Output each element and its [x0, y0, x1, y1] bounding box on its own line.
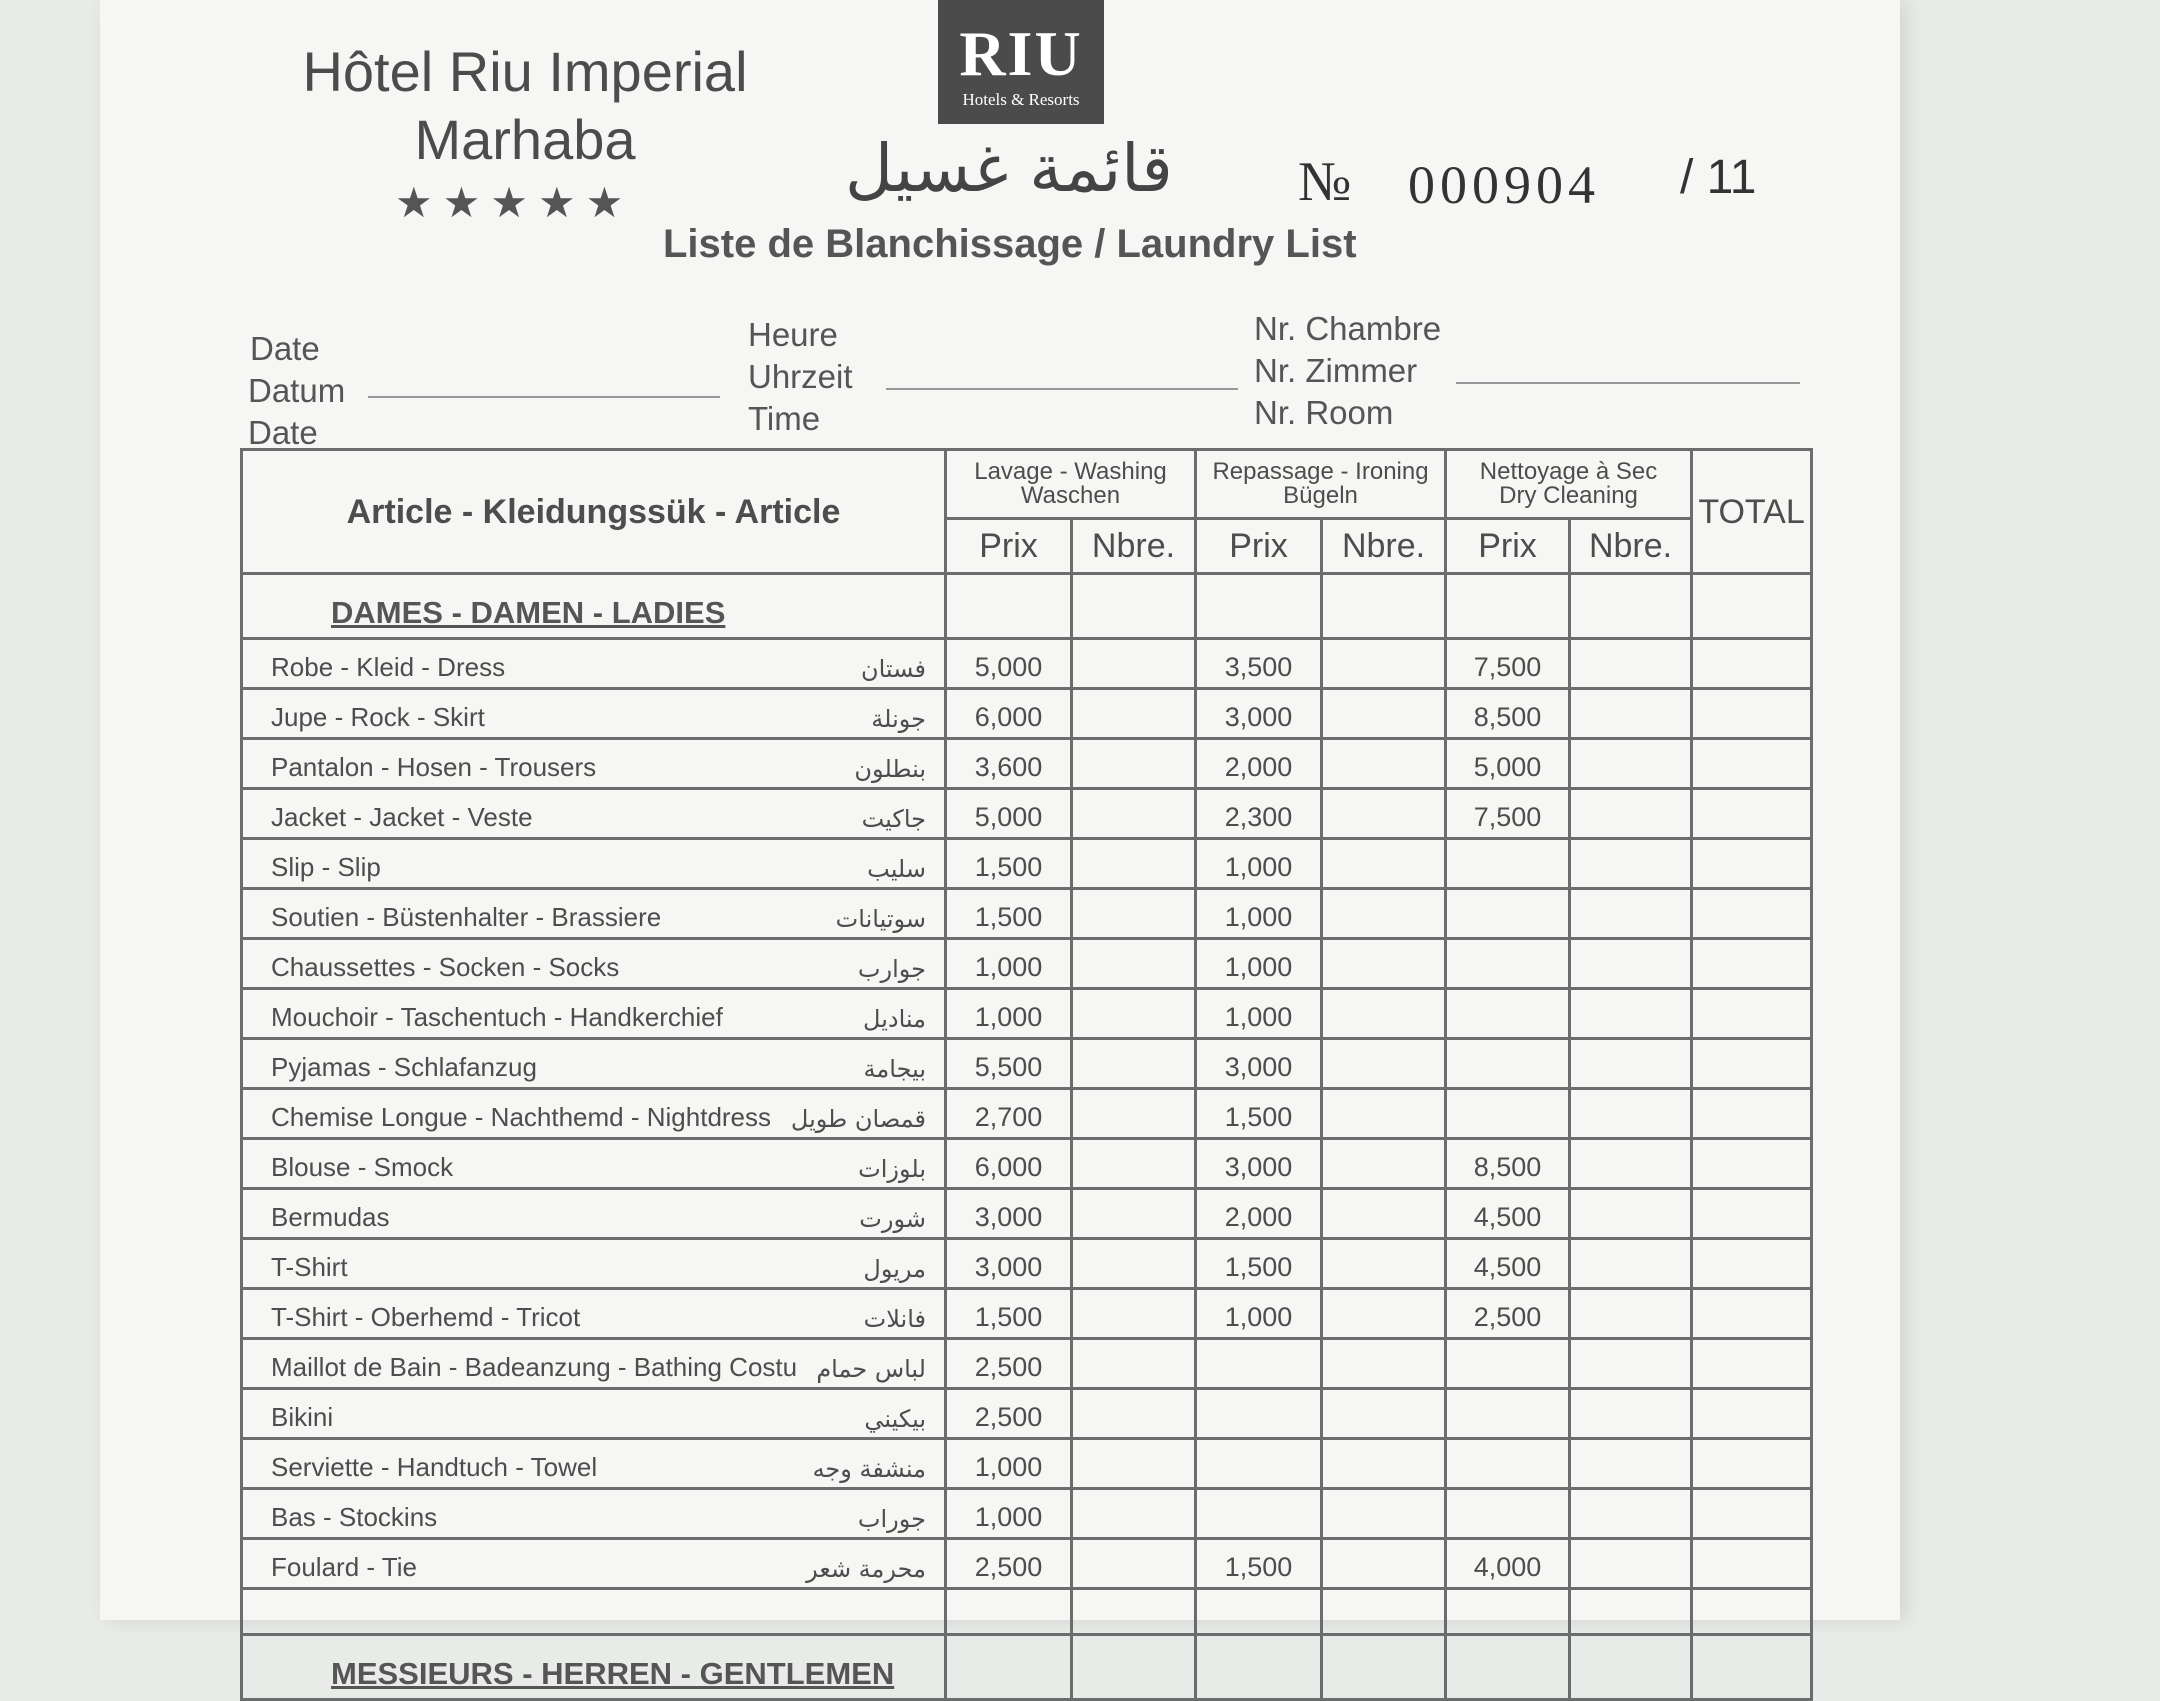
item-label: Jupe - Rock - Skirt	[271, 702, 485, 732]
item-label-arabic: مريول	[863, 1255, 926, 1283]
total-cell[interactable]	[1692, 1439, 1812, 1489]
dry-price	[1446, 1089, 1570, 1139]
item-cell	[242, 1289, 946, 1339]
ironing-count[interactable]	[1322, 689, 1446, 739]
ironing-header-line2: Bügeln	[1283, 482, 1358, 509]
ironing-count[interactable]	[1322, 1539, 1446, 1589]
item-cell	[242, 1439, 946, 1489]
item-label: Robe - Kleid - Dress	[271, 652, 506, 682]
washing-count[interactable]	[1072, 1189, 1196, 1239]
item-label-arabic: بيكيني	[864, 1405, 926, 1433]
ironing-count[interactable]	[1322, 939, 1446, 989]
ironing-header-line1: Repassage - Ironing	[1212, 458, 1429, 485]
total-cell[interactable]	[1692, 889, 1812, 939]
total-cell[interactable]	[1692, 1539, 1812, 1589]
room-field[interactable]	[1456, 382, 1800, 384]
ironing-count[interactable]	[1322, 739, 1446, 789]
dry-price	[1446, 1039, 1570, 1089]
ironing-count[interactable]	[1322, 1089, 1446, 1139]
ironing-price: 1,000	[1196, 839, 1322, 889]
item-label: Pantalon - Hosen - Trousers	[271, 752, 597, 782]
washing-count[interactable]	[1072, 1339, 1196, 1389]
section-cell	[242, 1635, 946, 1700]
table-row	[242, 1289, 1812, 1339]
washing-count[interactable]	[1072, 939, 1196, 989]
time-field[interactable]	[886, 388, 1238, 390]
washing-count[interactable]	[1072, 639, 1196, 689]
washing-price: 5,000	[946, 789, 1072, 839]
item-label-arabic: جوراب	[857, 1505, 926, 1533]
item-label-arabic: فانلات	[863, 1305, 926, 1333]
washing-price: 1,000	[946, 989, 1072, 1039]
ironing-price	[1196, 1339, 1322, 1389]
dry-count[interactable]	[1570, 739, 1692, 789]
item-label: Bermudas	[271, 1202, 390, 1232]
item-cell	[242, 1189, 946, 1239]
dry-count[interactable]	[1570, 889, 1692, 939]
item-label: Foulard - Tie	[271, 1552, 417, 1582]
total-cell[interactable]	[1692, 1089, 1812, 1139]
dry-price	[1446, 889, 1570, 939]
dry-price: 4,500	[1446, 1239, 1570, 1289]
ironing-price	[1196, 1439, 1322, 1489]
washing-price: 1,500	[946, 889, 1072, 939]
item-cell	[242, 839, 946, 889]
dry-price: 7,500	[1446, 789, 1570, 839]
total-cell[interactable]	[1692, 739, 1812, 789]
total-cell[interactable]	[1692, 839, 1812, 889]
washing-price: 1,000	[946, 1439, 1072, 1489]
ironing-count[interactable]	[1322, 789, 1446, 839]
total-cell[interactable]	[1692, 639, 1812, 689]
laundry-table	[240, 448, 1813, 1701]
item-label: Blouse - Smock	[271, 1152, 454, 1182]
washing-price: 5,000	[946, 639, 1072, 689]
ironing-price: 3,500	[1196, 639, 1322, 689]
form-number: 000904	[1408, 155, 1600, 215]
washing-count[interactable]	[1072, 1439, 1196, 1489]
dry-count[interactable]	[1570, 1139, 1692, 1189]
item-label: Soutien - Büstenhalter - Brassiere	[271, 902, 662, 932]
item-label-arabic: محرمة شعر	[806, 1555, 926, 1583]
dry-count[interactable]	[1570, 1289, 1692, 1339]
item-cell	[242, 939, 946, 989]
table-row	[242, 1239, 1812, 1289]
item-label-arabic: جوارب	[857, 955, 926, 983]
table-row	[242, 839, 1812, 889]
ironing-count[interactable]	[1322, 1039, 1446, 1089]
item-label: Slip - Slip	[271, 852, 381, 882]
ironing-count[interactable]	[1322, 1239, 1446, 1289]
item-cell	[242, 1239, 946, 1289]
ironing-count[interactable]	[1322, 1289, 1446, 1339]
table-row	[242, 1089, 1812, 1139]
washing-count[interactable]	[1072, 889, 1196, 939]
dry-count[interactable]	[1570, 789, 1692, 839]
dry-count[interactable]	[1570, 689, 1692, 739]
washing-count[interactable]	[1072, 739, 1196, 789]
page-subtitle: Liste de Blanchissage / Laundry List	[663, 222, 1357, 266]
item-label-arabic: قمصان طويل	[790, 1105, 926, 1133]
dry-price: 8,500	[1446, 1139, 1570, 1189]
ironing-header	[1196, 450, 1446, 519]
item-label-arabic: سوتيانات	[835, 905, 926, 933]
dry-price	[1446, 939, 1570, 989]
washing-price: 2,500	[946, 1339, 1072, 1389]
item-cell	[242, 889, 946, 939]
total-cell[interactable]	[1692, 989, 1812, 1039]
dry-price: 7,500	[1446, 639, 1570, 689]
table-row	[242, 889, 1812, 939]
ironing-price: 3,000	[1196, 1039, 1322, 1089]
total-header: TOTAL	[1692, 450, 1812, 574]
item-cell	[242, 989, 946, 1039]
total-cell[interactable]	[1692, 1039, 1812, 1089]
ironing-price: 2,000	[1196, 1189, 1322, 1239]
dry-count[interactable]	[1570, 989, 1692, 1039]
total-cell[interactable]	[1692, 1489, 1812, 1539]
time-label-fr: Heure	[748, 316, 838, 353]
dry-price: 4,000	[1446, 1539, 1570, 1589]
dry-count-header: Nbre.	[1570, 519, 1692, 574]
washing-count[interactable]	[1072, 1389, 1196, 1439]
dry-price: 8,500	[1446, 689, 1570, 739]
washing-price: 2,500	[946, 1389, 1072, 1439]
washing-count[interactable]	[1072, 1289, 1196, 1339]
washing-price: 6,000	[946, 689, 1072, 739]
total-cell[interactable]	[1692, 789, 1812, 839]
ironing-price: 2,000	[1196, 739, 1322, 789]
washing-price: 6,000	[946, 1139, 1072, 1189]
item-label-arabic: لباس حمام	[816, 1355, 926, 1383]
dry-price	[1446, 989, 1570, 1039]
table-row	[242, 1339, 1812, 1389]
washing-count-header: Nbre.	[1072, 519, 1196, 574]
dry-price: 5,000	[1446, 739, 1570, 789]
ironing-price	[1196, 1389, 1322, 1439]
item-label-arabic: بنطلون	[854, 755, 926, 783]
washing-count[interactable]	[1072, 839, 1196, 889]
form-number-suffix: / 11	[1680, 151, 1757, 204]
logo-sub-text: Hotels & Resorts	[962, 90, 1080, 109]
dry-price: 4,500	[1446, 1189, 1570, 1239]
table-row	[242, 1439, 1812, 1489]
item-cell	[242, 639, 946, 689]
ironing-price: 3,000	[1196, 1139, 1322, 1189]
room-label-en: Nr. Room	[1254, 394, 1394, 431]
dry-count[interactable]	[1570, 839, 1692, 889]
ironing-price: 1,500	[1196, 1239, 1322, 1289]
item-label: T-Shirt - Oberhemd - Tricot	[271, 1302, 581, 1332]
dry-cleaning-header-line2: Dry Cleaning	[1499, 482, 1638, 509]
washing-price: 3,000	[946, 1189, 1072, 1239]
total-cell[interactable]	[1692, 1239, 1812, 1289]
total-cell[interactable]	[1692, 1139, 1812, 1189]
washing-price: 1,000	[946, 939, 1072, 989]
washing-count[interactable]	[1072, 1039, 1196, 1089]
blank-row	[242, 1589, 1812, 1635]
table-row	[242, 939, 1812, 989]
hotel-stars: ★★★★★	[395, 178, 634, 227]
table-row	[242, 1039, 1812, 1089]
washing-price: 1,500	[946, 839, 1072, 889]
ironing-count[interactable]	[1322, 1489, 1446, 1539]
item-cell	[242, 789, 946, 839]
dry-count[interactable]	[1570, 1489, 1692, 1539]
washing-count[interactable]	[1072, 1139, 1196, 1189]
washing-count[interactable]	[1072, 1089, 1196, 1139]
table-row	[242, 1139, 1812, 1189]
item-label-arabic: منشفة وجه	[812, 1455, 926, 1483]
ironing-count[interactable]	[1322, 1339, 1446, 1389]
item-cell	[242, 1089, 946, 1139]
section-title-ladies: DAMES - DAMEN - LADIES	[331, 595, 726, 630]
washing-count[interactable]	[1072, 1239, 1196, 1289]
ironing-price: 1,000	[1196, 889, 1322, 939]
dry-cleaning-header-line1: Nettoyage à Sec	[1479, 458, 1658, 485]
dry-count[interactable]	[1570, 1539, 1692, 1589]
room-label-de: Nr. Zimmer	[1254, 352, 1418, 389]
washing-price: 2,700	[946, 1089, 1072, 1139]
date-label-fr: Date	[250, 330, 320, 367]
dry-price-header: Prix	[1446, 519, 1570, 574]
washing-header	[946, 450, 1196, 519]
table-row	[242, 639, 1812, 689]
hotel-name-line2: Marhaba	[414, 108, 636, 171]
washing-price-header: Prix	[946, 519, 1072, 574]
table-row	[242, 1489, 1812, 1539]
total-cell[interactable]	[1692, 1189, 1812, 1239]
room-label-fr: Nr. Chambre	[1254, 310, 1442, 347]
dry-price	[1446, 1489, 1570, 1539]
table-row	[242, 789, 1812, 839]
washing-price: 1,000	[946, 1489, 1072, 1539]
item-label: T-Shirt	[271, 1252, 348, 1282]
item-cell	[242, 1039, 946, 1089]
item-label: Serviette - Handtuch - Towel	[271, 1452, 598, 1482]
dry-count[interactable]	[1570, 1439, 1692, 1489]
washing-count[interactable]	[1072, 789, 1196, 839]
washing-header-line1: Lavage - Washing	[974, 458, 1167, 485]
dry-price	[1446, 1339, 1570, 1389]
ironing-count[interactable]	[1322, 1439, 1446, 1489]
item-label-arabic: مناديل	[863, 1005, 926, 1033]
total-cell[interactable]	[1692, 1339, 1812, 1389]
ironing-price: 2,300	[1196, 789, 1322, 839]
item-label: Chaussettes - Socken - Socks	[271, 952, 620, 982]
washing-price: 3,000	[946, 1239, 1072, 1289]
item-label: Maillot de Bain - Badeanzung - Bathing Costu	[271, 1352, 798, 1382]
table-row	[242, 689, 1812, 739]
date-field[interactable]	[368, 396, 720, 398]
item-label: Bas - Stockins	[271, 1502, 438, 1532]
ironing-price: 1,000	[1196, 939, 1322, 989]
ironing-count[interactable]	[1322, 639, 1446, 689]
item-cell	[242, 1139, 946, 1189]
item-label-arabic: جونلة	[871, 705, 926, 733]
item-cell	[242, 1389, 946, 1439]
arabic-title: قائمة غسيل	[845, 130, 1173, 207]
time-label-en: Time	[748, 400, 821, 437]
ironing-price: 1,000	[1196, 989, 1322, 1039]
item-label: Pyjamas - Schlafanzug	[271, 1052, 537, 1082]
item-label-arabic: فستان	[860, 655, 926, 683]
washing-count[interactable]	[1072, 689, 1196, 739]
dry-count[interactable]	[1570, 1189, 1692, 1239]
table-row	[242, 1539, 1812, 1589]
item-label-arabic: شورت	[859, 1205, 926, 1233]
item-label: Jacket - Jacket - Veste	[271, 802, 533, 832]
ironing-count[interactable]	[1322, 1139, 1446, 1189]
article-header: Article - Kleidungssük - Article	[242, 450, 946, 574]
ironing-price: 1,500	[1196, 1539, 1322, 1589]
item-label-arabic: جاكيت	[861, 805, 926, 833]
dry-count[interactable]	[1570, 639, 1692, 689]
dry-price	[1446, 839, 1570, 889]
table-row	[242, 1389, 1812, 1439]
table-row	[242, 1189, 1812, 1239]
washing-count[interactable]	[1072, 1489, 1196, 1539]
hotel-name-line1: Hôtel Riu Imperial	[302, 40, 748, 103]
item-cell	[242, 1539, 946, 1589]
section-cell	[242, 574, 946, 639]
table-row	[242, 989, 1812, 1039]
dry-count[interactable]	[1570, 1389, 1692, 1439]
ironing-price: 1,500	[1196, 1089, 1322, 1139]
item-cell	[242, 1339, 946, 1389]
dry-price: 2,500	[1446, 1289, 1570, 1339]
total-cell[interactable]	[1692, 689, 1812, 739]
dry-count[interactable]	[1570, 1089, 1692, 1139]
dry-cleaning-header	[1446, 450, 1692, 519]
washing-count[interactable]	[1072, 1539, 1196, 1589]
washing-price: 5,500	[946, 1039, 1072, 1089]
section-row-ladies	[242, 574, 1812, 639]
ironing-price: 1,000	[1196, 1289, 1322, 1339]
dry-count[interactable]	[1570, 1239, 1692, 1289]
item-label-arabic: بلوزات	[858, 1155, 926, 1183]
item-label-arabic: بيجامة	[863, 1055, 926, 1083]
section-title-gentlemen: MESSIEURS - HERREN - GENTLEMEN	[331, 1656, 895, 1691]
section-row-gentlemen	[242, 1635, 1812, 1700]
total-cell[interactable]	[1692, 1289, 1812, 1339]
logo-main-text: RIU	[959, 18, 1083, 89]
dry-count[interactable]	[1570, 939, 1692, 989]
dry-price	[1446, 1389, 1570, 1439]
item-cell	[242, 689, 946, 739]
ironing-count[interactable]	[1322, 839, 1446, 889]
ironing-count-header: Nbre.	[1322, 519, 1446, 574]
date-label-de: Datum	[248, 372, 346, 409]
dry-count[interactable]	[1570, 1339, 1692, 1389]
washing-header-line2: Waschen	[1020, 482, 1121, 509]
washing-price: 2,500	[946, 1539, 1072, 1589]
item-label-arabic: سليب	[867, 855, 926, 883]
item-label: Chemise Longue - Nachthemd - Nightdress	[271, 1102, 772, 1132]
riu-logo	[938, 0, 1104, 124]
hotel-name	[265, 38, 785, 174]
ironing-count[interactable]	[1322, 1189, 1446, 1239]
item-label: Mouchoir - Taschentuch - Handkerchief	[271, 1002, 723, 1032]
ironing-count[interactable]	[1322, 989, 1446, 1039]
time-label-de: Uhrzeit	[748, 358, 853, 395]
washing-count[interactable]	[1072, 989, 1196, 1039]
ironing-count[interactable]	[1322, 889, 1446, 939]
ironing-price: 3,000	[1196, 689, 1322, 739]
item-label: Bikini	[271, 1402, 334, 1432]
washing-price: 1,500	[946, 1289, 1072, 1339]
total-cell[interactable]	[1692, 939, 1812, 989]
item-cell	[242, 1489, 946, 1539]
item-cell	[242, 739, 946, 789]
dry-count[interactable]	[1570, 1039, 1692, 1089]
total-cell[interactable]	[1692, 1389, 1812, 1439]
dry-price	[1446, 1439, 1570, 1489]
washing-price: 3,600	[946, 739, 1072, 789]
ironing-price-header: Prix	[1196, 519, 1322, 574]
date-label-en: Date	[248, 414, 318, 451]
table-row	[242, 739, 1812, 789]
ironing-count[interactable]	[1322, 1389, 1446, 1439]
ironing-price	[1196, 1489, 1322, 1539]
number-sign: №	[1298, 151, 1352, 213]
